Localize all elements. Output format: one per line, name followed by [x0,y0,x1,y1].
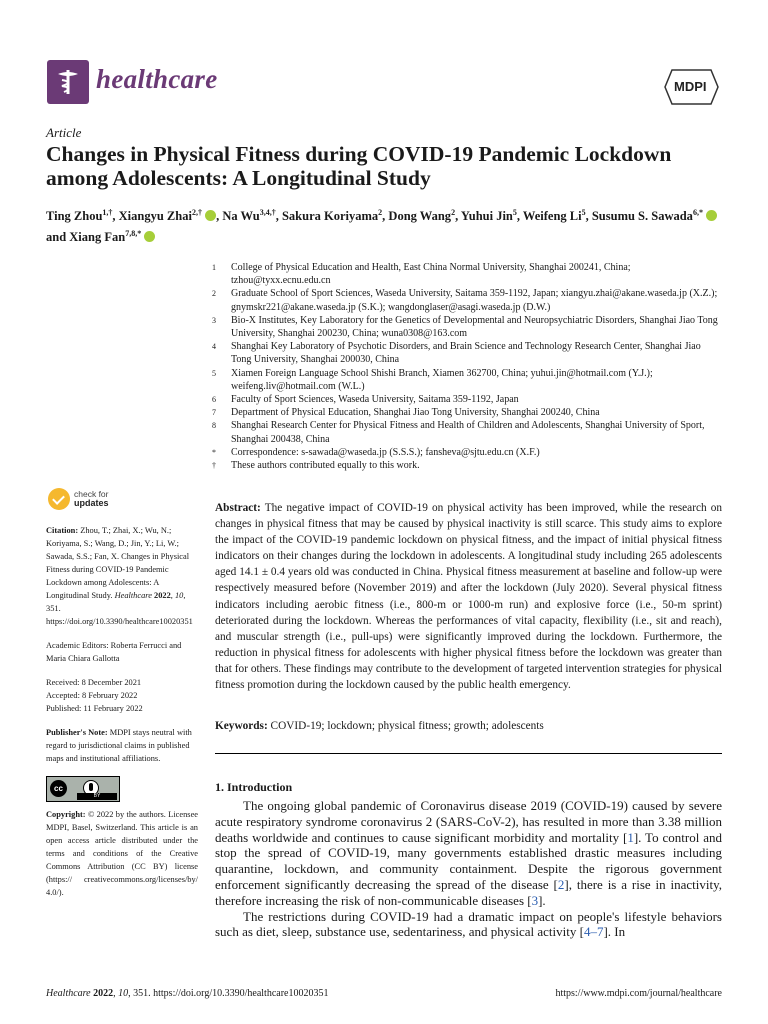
mdpi-logo [664,69,719,105]
orcid-icon[interactable] [144,231,155,242]
citation-link[interactable]: 1 [627,829,634,845]
affiliation-text: Graduate School of Sport Sciences, Waseda University, Saitama 359-1192, Japan; xiangyu.zhai@akane.waseda.jp (X.Z.); gnymskr221@akane.waseda.jp (S.K.); wangdonglaser@asagi.waseda.jp (D.W.) [231,288,718,313]
affiliation-item [212,459,722,472]
affiliation-marker: 5 [212,368,216,378]
section-heading: 1. Introduction [215,780,293,794]
academic-editors: Academic Editors: Roberta Ferrucci and Maria Chiara Gallotta [46,641,182,663]
affiliation-marker: 3 [212,315,216,325]
orcid-icon[interactable] [706,210,717,221]
citation-link[interactable]: 3 [531,892,539,908]
affiliation-item [212,367,722,393]
author-list: Ting Zhou$^{1,\dagger}$, Xiangyu Zhai$^{2,\dagger}$ , Na $Wu^{3,4,\dagger}$, Sakura Koriyama$^2$, Dong Wang$^2$, Yuhui Jin$^5$, Weifeng Li$^5$, Susumu S. Sawada$^{6,*}$ and Xiang Fan$^{7,8,*}$ [46,204,726,246]
author-affiliation-marker: 2 [451,208,456,217]
check-for-updates-button[interactable] [48,488,198,510]
affiliation-text: Correspondence: s-sawada@waseda.jp (S.S.S.); fansheva@sjtu.edu.cn (X.F.) [231,446,540,458]
dates [46,676,198,715]
affiliation-marker: 1 [212,263,216,272]
cc-by-license-badge[interactable] [46,776,120,802]
abstract-label: Abstract: [215,502,261,514]
publisher-name: MDPI [674,79,707,94]
affiliation-item [212,261,722,287]
affiliation-text: Shanghai Key Laboratory of Psychotic Disorders, and Brain Science and Technology Research Center, Shanghai Jiao Tong University, Shanghai 200030, China [231,341,701,366]
abstract-text: The negative impact of COVID-19 on physical activity has been improved, while the research on changes in physical fitness that may be caused by physical inactivity is still scarce. This study aims to explore the impact of the COVID-19 pandemic lockdown on physical fitness, and the impact of initial physical fitness indicators on their changes during the lockdown in adolescents. A longitudinal study including 265 adolescents aged 14.1 ± 0.4 years old was conducted in China. Physical fitness measurement at baseline and follow-up were respectively measured before (November 2019) and after the lockdown (July 2020). Several physical fitness indicators including aerobic fitness (i.e., 800-m or 1000-m run) and explosive force (i.e., 50-m sprint) deteriorated during the lockdown. Whereas the performances of vital capacity, flexibility (i.e., sit and reach), and muscular strength (i.e., pull-ups) were significantly improved during the lockdown. Furthermore, the reduction in physical fitness for adolescents with higher physical fitness before the lockdown was greater than that for others. These findings may contribute to the development of targeted intervention strategies for physical fitness promotion during the lockdown caused by the public health emergency. [215,502,723,692]
affiliation-text: Faculty of Sport Sciences, Waseda University, Saitama 359-1192, Japan [231,394,519,406]
accepted-date: Accepted: 8 February 2022 [46,691,138,700]
author-affiliation-marker: 6,* [692,208,703,217]
author-name[interactable]: Sakura Koriyama [281,209,379,224]
affiliation-item [212,419,722,445]
affiliation-marker: 4 [212,342,216,352]
author-affiliation-marker: 3,4,† [259,208,276,217]
affiliation-item [212,340,722,366]
affiliation-item [212,287,722,313]
affiliation-marker: 7 [212,408,216,418]
author-name[interactable]: Yuhui Jin [460,209,513,224]
affiliation-item [212,406,722,419]
checkmark-icon [48,488,70,510]
affiliation-text: Bio-X Institutes, Key Laboratory for the Genetics of Developmental and Neuropsychiatric Disorders, Shanghai Jiao Tong University, Shanghai 200230, China; wuna0308@163.com [231,314,718,340]
cc-icon: cc [50,780,67,797]
author-affiliation-marker: 7,8,* [125,229,142,239]
author-affiliation-marker: 2 [378,208,383,217]
affiliations [212,261,722,472]
by-label: BY [77,793,117,800]
affiliation-marker: 6 [212,395,216,405]
keywords [215,720,722,732]
citation-link[interactable]: 4–7 [583,924,604,940]
affiliation-text: College of Physical Education and Health, East China Normal University, Shanghai 200241, China; tzhou@tyxx.ecnu.edu.cn [231,262,631,287]
paragraph: The restrictions during COVID-19 had a dramatic impact on people's lifestyle behaviors such as diet, sleep, substance use, sedentariness, and physical activity [4–7]. In [215,908,722,940]
footer-citation: Healthcare 2022, 10, 351. https://doi.org/10.3390/healthcare10020351 [46,988,329,999]
affiliation-text: Xiamen Foreign Language School Shishi Branch, Xiamen 362700, China; yuhui.jin@hotmail.com (Y.J.); weifeng.liv@hotmail.com (W.L.) [231,367,653,392]
author-affiliation-marker: 2,† [191,208,202,217]
author-affiliation-marker: 5 [512,208,517,217]
affiliation-item [212,446,722,459]
author-name[interactable]: Xiang Fan [69,230,126,245]
journal-logo [47,60,89,104]
author-name[interactable]: Na Wu [222,209,260,224]
caduceus-icon [54,68,82,96]
author-name[interactable]: Xiangyu Zhai [118,209,192,224]
affiliation-item [212,314,722,340]
author-affiliation-marker: 1,† [102,208,113,217]
journal-name: healthcare [96,64,218,94]
article-type: Article [46,125,82,140]
sidebar [46,488,198,899]
affiliation-text: Department of Physical Education, Shanghai Jiao Tong University, Shanghai 200240, China [231,407,600,419]
paragraph: The ongoing global pandemic of Coronavirus disease 2019 (COVID-19) caused by severe acute respiratory syndrome coronavirus 2 (SARS-CoV-2), has resulted in more than 3.38 million deaths worldwide and continues to cause significant morbidity and mortality [1]. To control and stop the spread of COVID-19, many governments established drastic measures including quarantine, lockdown, and community containment. Despite the rigorous government enforcement significantly decreasing the spread of the disease [2], there is a rise in inactivity, therefore increasing the risk of non-communicable diseases [3]. [215,798,723,908]
affiliation-item [212,393,722,406]
publisher-note: Publisher's Note: MDPI stays neutral with regard to jurisdictional claims in published maps and institutional affiliations. [46,728,192,763]
citation-doi[interactable]: , 351. https://doi.org/10.3390/healthcare10020351 [46,591,193,626]
citation: Citation: Zhou, T.; Zhai, X.; Wu, N.; Koriyama, S.; Wang, D.; Jin, Y.; Li, W.; Sawada, S.S.; Fan, X. Changes in Physical Fitness during COVID-19 Pandemic Lockdown among Adolescents: A Longitudinal Study. Healthcare 2022, 10, 351. https://doi.org/10.3390/healthcare10020351 [46,526,193,626]
abstract [215,500,722,693]
keywords-text: COVID-19; lockdown; physical fitness; growth; adolescents [270,720,544,732]
keywords-label: Keywords: [215,720,268,732]
affiliation-marker: † [212,461,216,471]
affiliation-text: These authors contributed equally to this work. [231,460,420,472]
citation-link[interactable]: 2 [557,876,565,892]
author-name[interactable]: Dong Wang [388,209,452,224]
footer-doi[interactable]: , 351. https://doi.org/10.3390/healthcare10020351 [128,988,329,999]
author-affiliation-marker: 5 [581,208,586,217]
orcid-icon[interactable] [205,210,216,221]
affiliation-marker: 8 [212,421,216,431]
published-date: Published: 11 February 2022 [46,704,143,713]
affiliation-marker: * [212,447,216,457]
affiliation-text: Shanghai Research Center for Physical Fitness and Health of Children and Adolescents, Shanghai University of Sport, Shanghai 200438, China [231,420,705,445]
received-date: Received: 8 December 2021 [46,678,142,687]
affiliation-marker: 2 [212,289,216,299]
article-title: Changes in Physical Fitness during COVID-19 Pandemic Lockdown among Adolescents: A Longitudinal Study [46,142,672,190]
author-name[interactable]: Ting Zhou [46,209,103,224]
author-name[interactable]: Weifeng Li [522,209,582,224]
author-name[interactable]: Susumu S. Sawada [591,209,693,224]
copyright: Copyright: © 2022 by the authors. Licensee MDPI, Basel, Switzerland. This article is an open access article distributed under the terms and conditions of the Creative Commons Attribution (CC BY) license (https:// creativecommons.org/licenses/by/ 4.0/). [46,810,198,897]
intro-body [215,798,722,940]
check-line2: updates [74,498,109,508]
footer-journal-url[interactable]: https://www.mdpi.com/journal/healthcare [555,988,722,999]
divider [215,753,722,754]
check-line1: check for [74,489,109,499]
